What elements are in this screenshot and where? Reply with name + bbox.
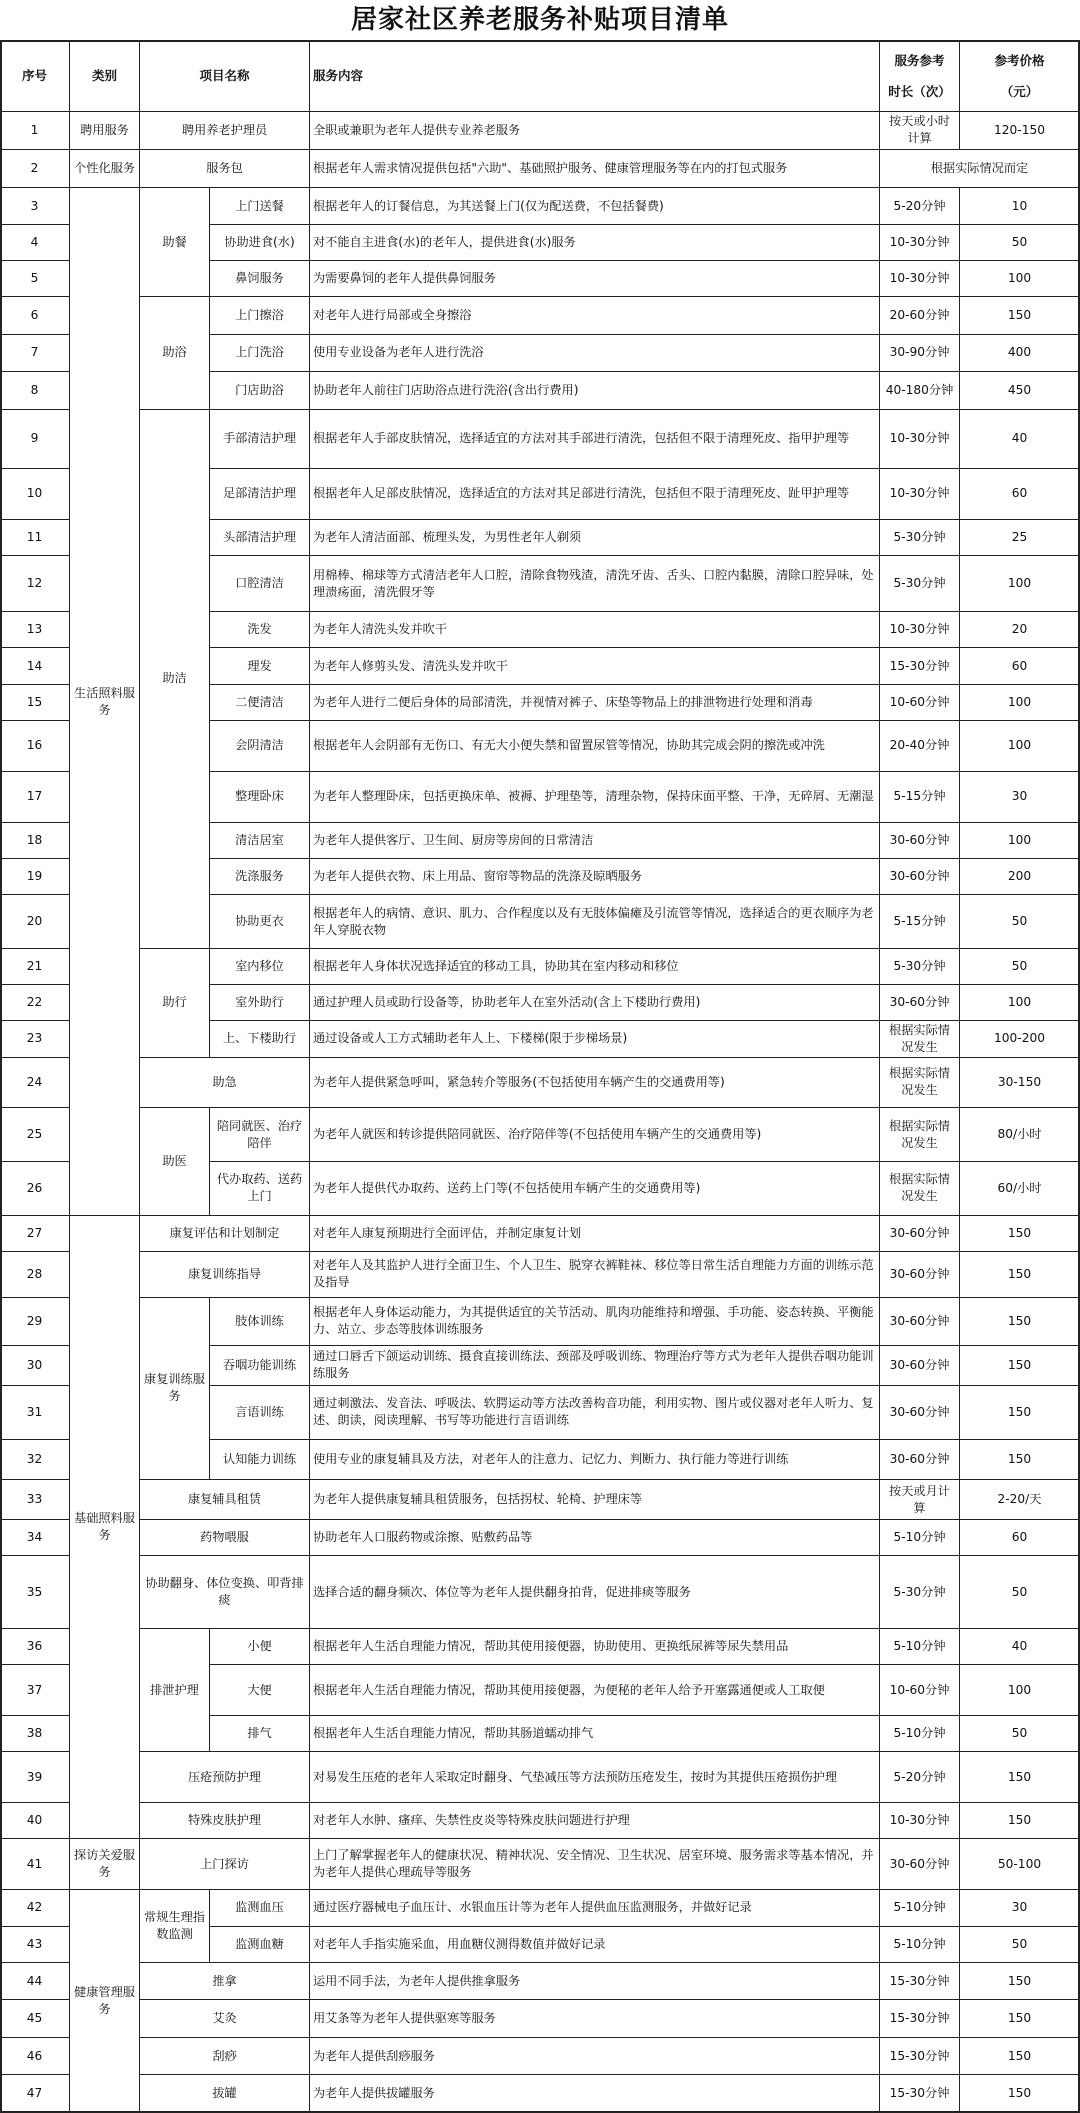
duration-cell: 30-60分钟 bbox=[880, 985, 960, 1021]
duration-cell: 30-60分钟 bbox=[880, 859, 960, 895]
item-name: 代办取药、送药上门 bbox=[210, 1162, 310, 1216]
row-number: 27 bbox=[0, 1216, 70, 1252]
price-cell: 50-100 bbox=[960, 1839, 1080, 1890]
item-name: 肢体训练 bbox=[210, 1298, 310, 1346]
group-cell: 常规生理指数监测 bbox=[140, 1890, 210, 1962]
duration-cell: 5-30分钟 bbox=[880, 1556, 960, 1628]
group-cell: 助行 bbox=[140, 949, 210, 1058]
group-cell: 助洁 bbox=[140, 410, 210, 949]
price-cell: 50 bbox=[960, 225, 1080, 261]
category-cell: 基础照料服务 bbox=[70, 1216, 140, 1840]
row-number: 11 bbox=[0, 520, 70, 556]
row-number: 30 bbox=[0, 1346, 70, 1386]
price-cell: 150 bbox=[960, 1963, 1080, 2001]
price-cell: 40 bbox=[960, 1629, 1080, 1665]
duration-cell: 10-30分钟 bbox=[880, 1803, 960, 1839]
duration-cell: 5-15分钟 bbox=[880, 772, 960, 823]
price-cell: 100 bbox=[960, 261, 1080, 297]
duration-cell: 10-30分钟 bbox=[880, 410, 960, 469]
header-price-line2: （元） bbox=[1000, 83, 1039, 99]
duration-cell: 5-10分钟 bbox=[880, 1520, 960, 1556]
price-cell: 150 bbox=[960, 1252, 1080, 1298]
row-number: 16 bbox=[0, 721, 70, 772]
row-number: 47 bbox=[0, 2075, 70, 2113]
item-name: 协助更衣 bbox=[210, 895, 310, 949]
item-name: 药物喂服 bbox=[140, 1520, 310, 1556]
item-name: 康复训练指导 bbox=[140, 1252, 310, 1298]
duration-cell: 15-30分钟 bbox=[880, 2038, 960, 2076]
price-cell: 10 bbox=[960, 188, 1080, 224]
price-cell: 60 bbox=[960, 648, 1080, 684]
duration-cell: 5-20分钟 bbox=[880, 188, 960, 224]
item-name: 服务包 bbox=[140, 150, 310, 189]
item-name: 上门洗浴 bbox=[210, 335, 310, 373]
group-cell: 排泄护理 bbox=[140, 1629, 210, 1752]
category-cell: 聘用服务 bbox=[70, 112, 140, 150]
service-content: 用棉棒、棉球等方式清洁老年人口腔，清除食物残渣，清洗牙齿、舌头、口腔内黏膜，清除口腔异味，处理溃疡面，清洗假牙等 bbox=[310, 556, 880, 612]
price-cell: 150 bbox=[960, 2038, 1080, 2076]
service-content: 为需要鼻饲的老年人提供鼻饲服务 bbox=[310, 261, 880, 297]
duration-cell: 根据实际情况发生 bbox=[880, 1058, 960, 1109]
service-content: 为老年人提供代办取药、送药上门等(不包括使用车辆产生的交通费用等) bbox=[310, 1162, 880, 1216]
service-content: 根据老年人生活自理能力情况，帮助其肠道蠕动排气 bbox=[310, 1716, 880, 1752]
service-content: 根据老年人需求情况提供包括"六助"、基础照护服务、健康管理服务等在内的打包式服务 bbox=[310, 150, 880, 189]
item-name: 鼻饲服务 bbox=[210, 261, 310, 297]
duration-cell: 5-10分钟 bbox=[880, 1890, 960, 1926]
price-cell: 200 bbox=[960, 859, 1080, 895]
duration-cell: 按天或小时计算 bbox=[880, 112, 960, 150]
item-name: 足部清洁护理 bbox=[210, 469, 310, 520]
item-name: 聘用养老护理员 bbox=[140, 112, 310, 150]
price-cell: 50 bbox=[960, 1556, 1080, 1628]
service-content: 根据老年人生活自理能力情况，帮助其使用接便器，协助使用、更换纸尿裤等尿失禁用品 bbox=[310, 1629, 880, 1665]
price-cell: 20 bbox=[960, 612, 1080, 648]
service-content: 为老年人清洁面部、梳理头发，为男性老年人剃须 bbox=[310, 520, 880, 556]
duration-cell: 10-30分钟 bbox=[880, 225, 960, 261]
header-price bbox=[960, 40, 1080, 112]
item-name: 上门擦浴 bbox=[210, 297, 310, 335]
price-cell: 150 bbox=[960, 1803, 1080, 1839]
price-cell: 50 bbox=[960, 895, 1080, 949]
duration-cell: 10-60分钟 bbox=[880, 1665, 960, 1716]
item-name: 协助翻身、体位变换、叩背排痰 bbox=[140, 1556, 310, 1628]
service-content: 对老年人水肿、瘙痒、失禁性皮炎等特殊皮肤问题进行护理 bbox=[310, 1803, 880, 1839]
price-cell: 150 bbox=[960, 1440, 1080, 1480]
service-content: 为老年人提供拔罐服务 bbox=[310, 2075, 880, 2113]
row-number: 39 bbox=[0, 1752, 70, 1803]
duration-cell: 按天或月计算 bbox=[880, 1480, 960, 1520]
service-content: 为老年人清洗头发并吹干 bbox=[310, 612, 880, 648]
duration-cell: 根据实际情况发生 bbox=[880, 1162, 960, 1216]
item-name: 言语训练 bbox=[210, 1386, 310, 1440]
duration-cell: 10-30分钟 bbox=[880, 612, 960, 648]
header-duration bbox=[880, 40, 960, 112]
price-cell: 150 bbox=[960, 2075, 1080, 2113]
item-name: 小便 bbox=[210, 1629, 310, 1665]
item-name: 拔罐 bbox=[140, 2075, 310, 2113]
duration-cell: 5-30分钟 bbox=[880, 520, 960, 556]
service-content: 对易发生压疮的老年人采取定时翻身、气垫减压等方法预防压疮发生，按时为其提供压疮损伤护理 bbox=[310, 1752, 880, 1803]
service-content: 根据老年人身体状况选择适宜的移动工具，协助其在室内移动和移位 bbox=[310, 949, 880, 985]
row-number: 6 bbox=[0, 297, 70, 335]
duration-cell: 5-15分钟 bbox=[880, 895, 960, 949]
duration-cell: 5-30分钟 bbox=[880, 949, 960, 985]
service-content: 协助老年人前往门店助浴点进行洗浴(含出行费用) bbox=[310, 372, 880, 410]
service-content: 通过护理人员或助行设备等，协助老年人在室外活动(含上下楼助行费用) bbox=[310, 985, 880, 1021]
duration-cell: 30-90分钟 bbox=[880, 335, 960, 373]
service-content: 为老年人就医和转诊提供陪同就医、治疗陪伴等(不包括使用车辆产生的交通费用等) bbox=[310, 1108, 880, 1162]
duration-cell: 10-30分钟 bbox=[880, 261, 960, 297]
header-duration-line1: 服务参考 bbox=[894, 52, 945, 68]
service-content: 使用专业的康复辅具及方法，对老年人的注意力、记忆力、判断力、执行能力等进行训练 bbox=[310, 1440, 880, 1480]
row-number: 44 bbox=[0, 1963, 70, 2001]
price-cell: 50 bbox=[960, 1927, 1080, 1963]
service-content: 使用专业设备为老年人进行洗浴 bbox=[310, 335, 880, 373]
duration-cell: 5-10分钟 bbox=[880, 1927, 960, 1963]
service-content: 根据老年人的订餐信息，为其送餐上门(仅为配送费，不包括餐费) bbox=[310, 188, 880, 224]
row-number: 45 bbox=[0, 2000, 70, 2038]
duration-cell: 20-40分钟 bbox=[880, 721, 960, 772]
price-cell: 60 bbox=[960, 1520, 1080, 1556]
duration-cell: 15-30分钟 bbox=[880, 2075, 960, 2113]
row-number: 25 bbox=[0, 1108, 70, 1162]
row-number: 18 bbox=[0, 823, 70, 859]
item-name: 艾灸 bbox=[140, 2000, 310, 2038]
service-content: 根据老年人手部皮肤情况，选择适宜的方法对其手部进行清洗，包括但不限于清理死皮、指甲护理等 bbox=[310, 410, 880, 469]
duration-cell: 根据实际情况发生 bbox=[880, 1021, 960, 1057]
duration-cell: 5-10分钟 bbox=[880, 1629, 960, 1665]
service-content: 为老年人提供客厅、卫生间、厨房等房间的日常清洁 bbox=[310, 823, 880, 859]
item-name: 监测血压 bbox=[210, 1890, 310, 1926]
price-cell: 100 bbox=[960, 685, 1080, 721]
price-cell: 25 bbox=[960, 520, 1080, 556]
duration-cell: 30-60分钟 bbox=[880, 1216, 960, 1252]
row-number: 24 bbox=[0, 1058, 70, 1109]
duration-cell: 10-30分钟 bbox=[880, 469, 960, 520]
service-content: 用艾条等为老年人提供驱寒等服务 bbox=[310, 2000, 880, 2038]
service-content: 全职或兼职为老年人提供专业养老服务 bbox=[310, 112, 880, 150]
item-name: 门店助浴 bbox=[210, 372, 310, 410]
price-cell: 100 bbox=[960, 1665, 1080, 1716]
row-number: 5 bbox=[0, 261, 70, 297]
duration-cell: 30-60分钟 bbox=[880, 1839, 960, 1890]
row-number: 40 bbox=[0, 1803, 70, 1839]
service-content: 通过设备或人工方式辅助老年人上、下楼梯(限于步梯场景) bbox=[310, 1021, 880, 1057]
row-number: 42 bbox=[0, 1890, 70, 1926]
price-cell: 150 bbox=[960, 2000, 1080, 2038]
price-cell: 50 bbox=[960, 1716, 1080, 1752]
row-number: 2 bbox=[0, 150, 70, 189]
category-cell: 个性化服务 bbox=[70, 150, 140, 189]
service-content: 根据老年人身体运动能力，为其提供适宜的关节活动、肌肉功能维持和增强、手功能、姿态转换、平衡能力、站立、步态等肢体训练服务 bbox=[310, 1298, 880, 1346]
duration-cell: 5-20分钟 bbox=[880, 1752, 960, 1803]
item-name: 上门探访 bbox=[140, 1839, 310, 1890]
row-number: 32 bbox=[0, 1440, 70, 1480]
price-cell: 100 bbox=[960, 823, 1080, 859]
group-cell: 助急 bbox=[140, 1058, 310, 1109]
row-number: 38 bbox=[0, 1716, 70, 1752]
duration-cell: 根据实际情况发生 bbox=[880, 1108, 960, 1162]
duration-cell: 30-60分钟 bbox=[880, 1346, 960, 1386]
price-cell: 100 bbox=[960, 985, 1080, 1021]
price-cell: 40 bbox=[960, 410, 1080, 469]
row-number: 34 bbox=[0, 1520, 70, 1556]
category-cell: 健康管理服务 bbox=[70, 1890, 140, 2113]
group-cell: 助浴 bbox=[140, 297, 210, 410]
item-name: 康复评估和计划制定 bbox=[140, 1216, 310, 1252]
duration-cell: 5-10分钟 bbox=[880, 1716, 960, 1752]
price-cell: 150 bbox=[960, 1216, 1080, 1252]
row-number: 14 bbox=[0, 648, 70, 684]
header-price-line1: 参考价格 bbox=[994, 52, 1045, 68]
row-number: 15 bbox=[0, 685, 70, 721]
row-number: 37 bbox=[0, 1665, 70, 1716]
duration-cell: 20-60分钟 bbox=[880, 297, 960, 335]
service-content: 为老年人整理卧床，包括更换床单、被褥、护理垫等，清理杂物，保持床面平整、干净，无碎屑、无潮湿 bbox=[310, 772, 880, 823]
group-cell: 助医 bbox=[140, 1108, 210, 1215]
price-cell: 60 bbox=[960, 469, 1080, 520]
row-number: 3 bbox=[0, 188, 70, 224]
item-name: 康复辅具租赁 bbox=[140, 1480, 310, 1520]
row-number: 8 bbox=[0, 372, 70, 410]
service-content: 对老年人及其监护人进行全面卫生、个人卫生、脱穿衣裤鞋袜、移位等日常生活自理能力方面的训练示范及指导 bbox=[310, 1252, 880, 1298]
row-number: 12 bbox=[0, 556, 70, 612]
category-cell: 生活照料服务 bbox=[70, 188, 140, 1215]
item-name: 二便清洁 bbox=[210, 685, 310, 721]
service-content: 根据老年人生活自理能力情况，帮助其使用接便器，为便秘的老年人给予开塞露通便或人工取便 bbox=[310, 1665, 880, 1716]
service-content: 协助老年人口服药物或涂擦、贴敷药品等 bbox=[310, 1520, 880, 1556]
duration-cell: 30-60分钟 bbox=[880, 1252, 960, 1298]
header-content: 服务内容 bbox=[310, 40, 880, 112]
duration-cell: 15-30分钟 bbox=[880, 2000, 960, 2038]
item-name: 陪同就医、治疗陪伴 bbox=[210, 1108, 310, 1162]
row-number: 7 bbox=[0, 335, 70, 373]
service-content: 为老年人进行二便后身体的局部清洗，并视情对裤子、床垫等物品上的排泄物进行处理和消毒 bbox=[310, 685, 880, 721]
row-number: 20 bbox=[0, 895, 70, 949]
service-content: 根据老年人会阴部有无伤口、有无大小便失禁和留置尿管等情况，协助其完成会阴的擦洗或冲洗 bbox=[310, 721, 880, 772]
service-content: 上门了解掌握老年人的健康状况、精神状况、安全情况、卫生状况、居室环境、服务需求等基本情况，并为老年人提供心理疏导等服务 bbox=[310, 1839, 880, 1890]
price-cell: 80/小时 bbox=[960, 1108, 1080, 1162]
service-content: 对老年人康复预期进行全面评估，并制定康复计划 bbox=[310, 1216, 880, 1252]
price-cell: 50 bbox=[960, 949, 1080, 985]
price-cell: 100-200 bbox=[960, 1021, 1080, 1057]
duration-cell: 15-30分钟 bbox=[880, 648, 960, 684]
price-cell: 2-20/天 bbox=[960, 1480, 1080, 1520]
row-number: 17 bbox=[0, 772, 70, 823]
service-content: 通过口唇舌下颌运动训练、摄食直接训练法、颈部及呼吸训练、物理治疗等方式为老年人提供吞咽功能训练服务 bbox=[310, 1346, 880, 1386]
header-category: 类别 bbox=[70, 40, 140, 112]
item-name: 排气 bbox=[210, 1716, 310, 1752]
price-cell: 150 bbox=[960, 297, 1080, 335]
price-cell: 150 bbox=[960, 1346, 1080, 1386]
item-name: 整理卧床 bbox=[210, 772, 310, 823]
header-item: 项目名称 bbox=[140, 40, 310, 112]
item-name: 推拿 bbox=[140, 1963, 310, 2001]
group-cell: 康复训练服务 bbox=[140, 1298, 210, 1480]
row-number: 28 bbox=[0, 1252, 70, 1298]
row-number: 31 bbox=[0, 1386, 70, 1440]
price-cell: 150 bbox=[960, 1386, 1080, 1440]
item-name: 洗涤服务 bbox=[210, 859, 310, 895]
duration-cell: 15-30分钟 bbox=[880, 1963, 960, 2001]
price-cell: 30 bbox=[960, 772, 1080, 823]
item-name: 吞咽功能训练 bbox=[210, 1346, 310, 1386]
row-number: 43 bbox=[0, 1927, 70, 1963]
service-content: 运用不同手法，为老年人提供推拿服务 bbox=[310, 1963, 880, 2001]
price-cell: 30 bbox=[960, 1890, 1080, 1926]
item-name: 头部清洁护理 bbox=[210, 520, 310, 556]
item-name: 压疮预防护理 bbox=[140, 1752, 310, 1803]
item-name: 清洁居室 bbox=[210, 823, 310, 859]
category-cell: 探访关爱服务 bbox=[70, 1839, 140, 1890]
duration-cell: 5-30分钟 bbox=[880, 556, 960, 612]
service-content: 通过医疗器械电子血压计、水银血压计等为老年人提供血压监测服务，并做好记录 bbox=[310, 1890, 880, 1926]
header-duration-line2: 时长（次） bbox=[888, 83, 951, 99]
service-content: 对老年人手指实施采血，用血糖仪测得数值并做好记录 bbox=[310, 1927, 880, 1963]
item-name: 监测血糖 bbox=[210, 1927, 310, 1963]
price-cell: 150 bbox=[960, 1298, 1080, 1346]
service-content: 为老年人提供刮痧服务 bbox=[310, 2038, 880, 2076]
item-name: 认知能力训练 bbox=[210, 1440, 310, 1480]
service-content: 根据老年人的病情、意识、肌力、合作程度以及有无肢体偏瘫及引流管等情况，选择适合的更衣顺序为老年人穿脱衣物 bbox=[310, 895, 880, 949]
service-content: 通过刺激法、发音法、呼吸法、软腭运动等方法改善构音功能，利用实物、图片或仪器对老年人听力、复述、朗读，阅读理解、书写等功能进行言语训练 bbox=[310, 1386, 880, 1440]
price-cell: 400 bbox=[960, 335, 1080, 373]
row-number: 36 bbox=[0, 1629, 70, 1665]
row-number: 22 bbox=[0, 985, 70, 1021]
item-name: 特殊皮肤护理 bbox=[140, 1803, 310, 1839]
item-name: 口腔清洁 bbox=[210, 556, 310, 612]
duration-cell: 30-60分钟 bbox=[880, 823, 960, 859]
duration-cell: 10-60分钟 bbox=[880, 685, 960, 721]
item-name: 上、下楼助行 bbox=[210, 1021, 310, 1057]
row-number: 9 bbox=[0, 410, 70, 469]
item-name: 洗发 bbox=[210, 612, 310, 648]
item-name: 室外助行 bbox=[210, 985, 310, 1021]
service-table bbox=[0, 40, 1080, 2113]
item-name: 上门送餐 bbox=[210, 188, 310, 224]
price-cell: 60/小时 bbox=[960, 1162, 1080, 1216]
item-name: 室内移位 bbox=[210, 949, 310, 985]
item-name: 协助进食(水) bbox=[210, 225, 310, 261]
price-cell: 100 bbox=[960, 721, 1080, 772]
service-content: 为老年人修剪头发、清洗头发并吹干 bbox=[310, 648, 880, 684]
row-number: 19 bbox=[0, 859, 70, 895]
item-name: 手部清洁护理 bbox=[210, 410, 310, 469]
item-name: 会阴清洁 bbox=[210, 721, 310, 772]
item-name: 大便 bbox=[210, 1665, 310, 1716]
item-name: 理发 bbox=[210, 648, 310, 684]
service-content: 对不能自主进食(水)的老年人，提供进食(水)服务 bbox=[310, 225, 880, 261]
row-number: 21 bbox=[0, 949, 70, 985]
row-number: 35 bbox=[0, 1556, 70, 1628]
service-content: 为老年人提供紧急呼叫，紧急转介等服务(不包括使用车辆产生的交通费用等) bbox=[310, 1058, 880, 1109]
row-number: 33 bbox=[0, 1480, 70, 1520]
row-number: 4 bbox=[0, 225, 70, 261]
price-cell: 120-150 bbox=[960, 112, 1080, 150]
row-number: 29 bbox=[0, 1298, 70, 1346]
service-content: 根据老年人足部皮肤情况，选择适宜的方法对其足部进行清洗，包括但不限于清理死皮、趾甲护理等 bbox=[310, 469, 880, 520]
duration-cell: 根据实际情况而定 bbox=[880, 150, 1080, 189]
row-number: 1 bbox=[0, 112, 70, 150]
duration-cell: 40-180分钟 bbox=[880, 372, 960, 410]
row-number: 46 bbox=[0, 2038, 70, 2076]
service-content: 选择合适的翻身频次、体位等为老年人提供翻身拍背，促进排痰等服务 bbox=[310, 1556, 880, 1628]
price-cell: 30-150 bbox=[960, 1058, 1080, 1109]
price-cell: 100 bbox=[960, 556, 1080, 612]
item-name: 刮痧 bbox=[140, 2038, 310, 2076]
price-cell: 450 bbox=[960, 372, 1080, 410]
duration-cell: 30-60分钟 bbox=[880, 1386, 960, 1440]
row-number: 10 bbox=[0, 469, 70, 520]
duration-cell: 30-60分钟 bbox=[880, 1298, 960, 1346]
row-number: 41 bbox=[0, 1839, 70, 1890]
service-content: 为老年人提供衣物、床上用品、窗帘等物品的洗涤及晾晒服务 bbox=[310, 859, 880, 895]
row-number: 23 bbox=[0, 1021, 70, 1057]
row-number: 13 bbox=[0, 612, 70, 648]
header-no: 序号 bbox=[0, 40, 70, 112]
service-content: 对老年人进行局部或全身擦浴 bbox=[310, 297, 880, 335]
price-cell: 150 bbox=[960, 1752, 1080, 1803]
page-title: 居家社区养老服务补贴项目清单 bbox=[350, 5, 729, 35]
service-content: 为老年人提供康复辅具租赁服务，包括拐杖、轮椅、护理床等 bbox=[310, 1480, 880, 1520]
group-cell: 助餐 bbox=[140, 188, 210, 297]
duration-cell: 30-60分钟 bbox=[880, 1440, 960, 1480]
row-number: 26 bbox=[0, 1162, 70, 1216]
